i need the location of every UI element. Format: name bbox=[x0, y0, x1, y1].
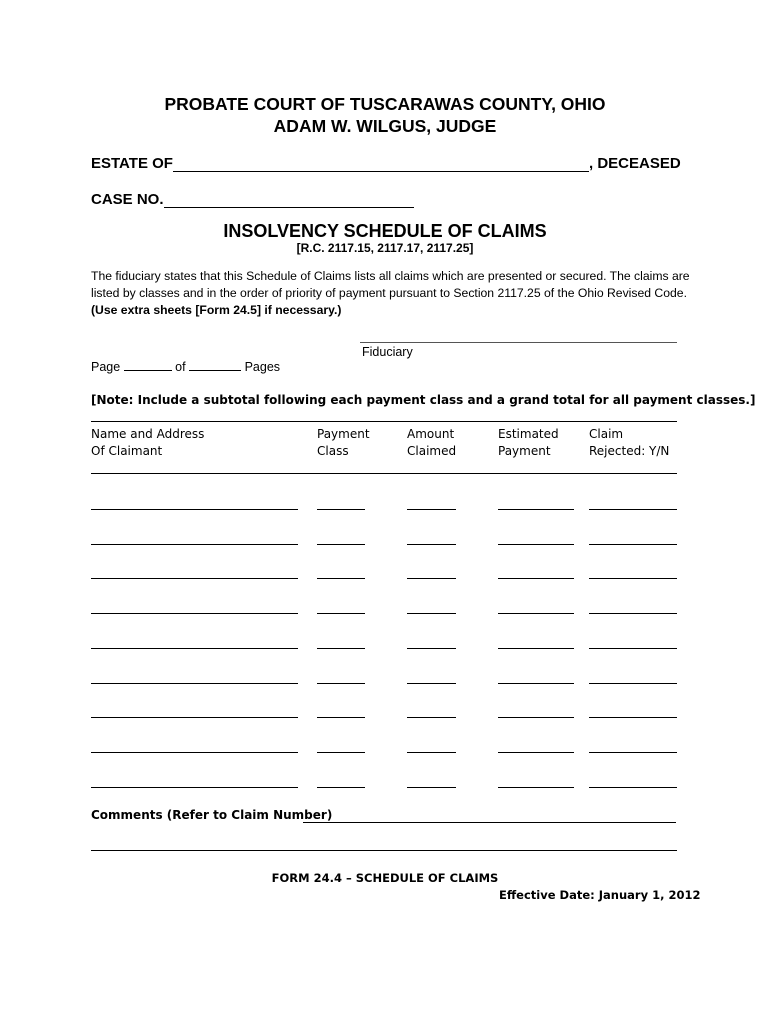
form-number: FORM 24.4 – SCHEDULE OF CLAIMS bbox=[271, 871, 499, 885]
claim-rejected-field[interactable] bbox=[589, 683, 677, 684]
claimant-name-field[interactable] bbox=[91, 683, 298, 684]
payment-class-field[interactable] bbox=[317, 509, 365, 510]
comments-field[interactable] bbox=[303, 822, 676, 823]
payment-class-field[interactable] bbox=[317, 752, 365, 753]
estimated-payment-field[interactable] bbox=[498, 752, 574, 753]
col-claim-rejected-header: Claim Rejected: Y/N bbox=[589, 427, 670, 458]
statute-reference: [R.C. 2117.15, 2117.17, 2117.25] bbox=[296, 241, 474, 255]
estimated-payment-field[interactable] bbox=[498, 648, 574, 649]
estimated-payment-field[interactable] bbox=[498, 509, 574, 510]
fiduciary-statement bbox=[91, 268, 691, 319]
fiduciary-statement-text: The fiduciary states that this Schedule of Claims lists all claims which are presented or secured. The claims are listed by classes and in the order of priority of payment pursuant to Section 2117.25 of the Ohio Revised Code. bbox=[91, 269, 690, 300]
court-name: PROBATE COURT OF TUSCARAWAS COUNTY, OHIO bbox=[164, 94, 606, 114]
page-of-label: of bbox=[175, 360, 186, 374]
case-number-label: CASE NO. bbox=[91, 191, 164, 208]
amount-claimed-field[interactable] bbox=[407, 509, 456, 510]
total-pages-field[interactable] bbox=[189, 359, 241, 371]
claimant-name-field[interactable] bbox=[91, 509, 298, 510]
col-payment-class-header: Payment Class bbox=[317, 427, 370, 458]
payment-class-field[interactable] bbox=[317, 683, 365, 684]
estate-label: ESTATE OF bbox=[91, 155, 173, 172]
estate-name-field[interactable] bbox=[173, 171, 589, 172]
payment-class-field[interactable] bbox=[317, 717, 365, 718]
page-number-field[interactable] bbox=[124, 359, 172, 371]
claimant-name-field[interactable] bbox=[91, 613, 298, 614]
table-top-rule bbox=[91, 421, 677, 422]
col-name-address-header: Name and Address Of Claimant bbox=[91, 427, 205, 458]
page-title: INSOLVENCY SCHEDULE OF CLAIMS bbox=[223, 221, 547, 241]
amount-claimed-field[interactable] bbox=[407, 648, 456, 649]
claim-rejected-field[interactable] bbox=[589, 787, 677, 788]
claim-rejected-field[interactable] bbox=[589, 544, 677, 545]
estimated-payment-field[interactable] bbox=[498, 544, 574, 545]
payment-class-field[interactable] bbox=[317, 613, 365, 614]
claim-rejected-field[interactable] bbox=[589, 752, 677, 753]
estimated-payment-field[interactable] bbox=[498, 717, 574, 718]
payment-class-field[interactable] bbox=[317, 544, 365, 545]
amount-claimed-field[interactable] bbox=[407, 578, 456, 579]
amount-claimed-field[interactable] bbox=[407, 752, 456, 753]
payment-class-field[interactable] bbox=[317, 648, 365, 649]
claimant-name-field[interactable] bbox=[91, 648, 298, 649]
col-amount-claimed-header: Amount Claimed bbox=[407, 427, 457, 458]
claim-rejected-field[interactable] bbox=[589, 648, 677, 649]
claim-rejected-field[interactable] bbox=[589, 717, 677, 718]
estimated-payment-field[interactable] bbox=[498, 787, 574, 788]
claimant-name-field[interactable] bbox=[91, 787, 298, 788]
judge-name: ADAM W. WILGUS, JUDGE bbox=[273, 116, 497, 136]
deceased-label: , DECEASED bbox=[589, 155, 681, 172]
comments-label: Comments (Refer to Claim Number) bbox=[91, 808, 333, 822]
claimant-name-field[interactable] bbox=[91, 544, 298, 545]
page-count-line bbox=[91, 359, 280, 374]
payment-class-field[interactable] bbox=[317, 578, 365, 579]
estimated-payment-field[interactable] bbox=[498, 613, 574, 614]
claim-rejected-field[interactable] bbox=[589, 509, 677, 510]
fiduciary-signature-line[interactable] bbox=[360, 342, 677, 343]
col-estimated-payment-header: Estimated Payment bbox=[498, 427, 559, 458]
payment-class-field[interactable] bbox=[317, 787, 365, 788]
amount-claimed-field[interactable] bbox=[407, 544, 456, 545]
fiduciary-label: Fiduciary bbox=[362, 345, 413, 359]
comments-field-line-2[interactable] bbox=[91, 850, 677, 851]
amount-claimed-field[interactable] bbox=[407, 683, 456, 684]
effective-date: Effective Date: January 1, 2012 bbox=[499, 888, 701, 902]
claim-rejected-field[interactable] bbox=[589, 613, 677, 614]
claimant-name-field[interactable] bbox=[91, 752, 298, 753]
extra-sheets-note: (Use extra sheets [Form 24.5] if necessary.) bbox=[91, 303, 342, 317]
claimant-name-field[interactable] bbox=[91, 717, 298, 718]
estimated-payment-field[interactable] bbox=[498, 683, 574, 684]
amount-claimed-field[interactable] bbox=[407, 717, 456, 718]
pages-label: Pages bbox=[244, 360, 281, 374]
case-number-field[interactable] bbox=[164, 207, 414, 208]
amount-claimed-field[interactable] bbox=[407, 787, 456, 788]
page-label: Page bbox=[91, 360, 121, 374]
claimant-name-field[interactable] bbox=[91, 578, 298, 579]
subtotal-note: [Note: Include a subtotal following each payment class and a grand total for all payment classes.] bbox=[91, 393, 756, 407]
estimated-payment-field[interactable] bbox=[498, 578, 574, 579]
claim-rejected-field[interactable] bbox=[589, 578, 677, 579]
table-header-rule bbox=[91, 473, 677, 474]
amount-claimed-field[interactable] bbox=[407, 613, 456, 614]
